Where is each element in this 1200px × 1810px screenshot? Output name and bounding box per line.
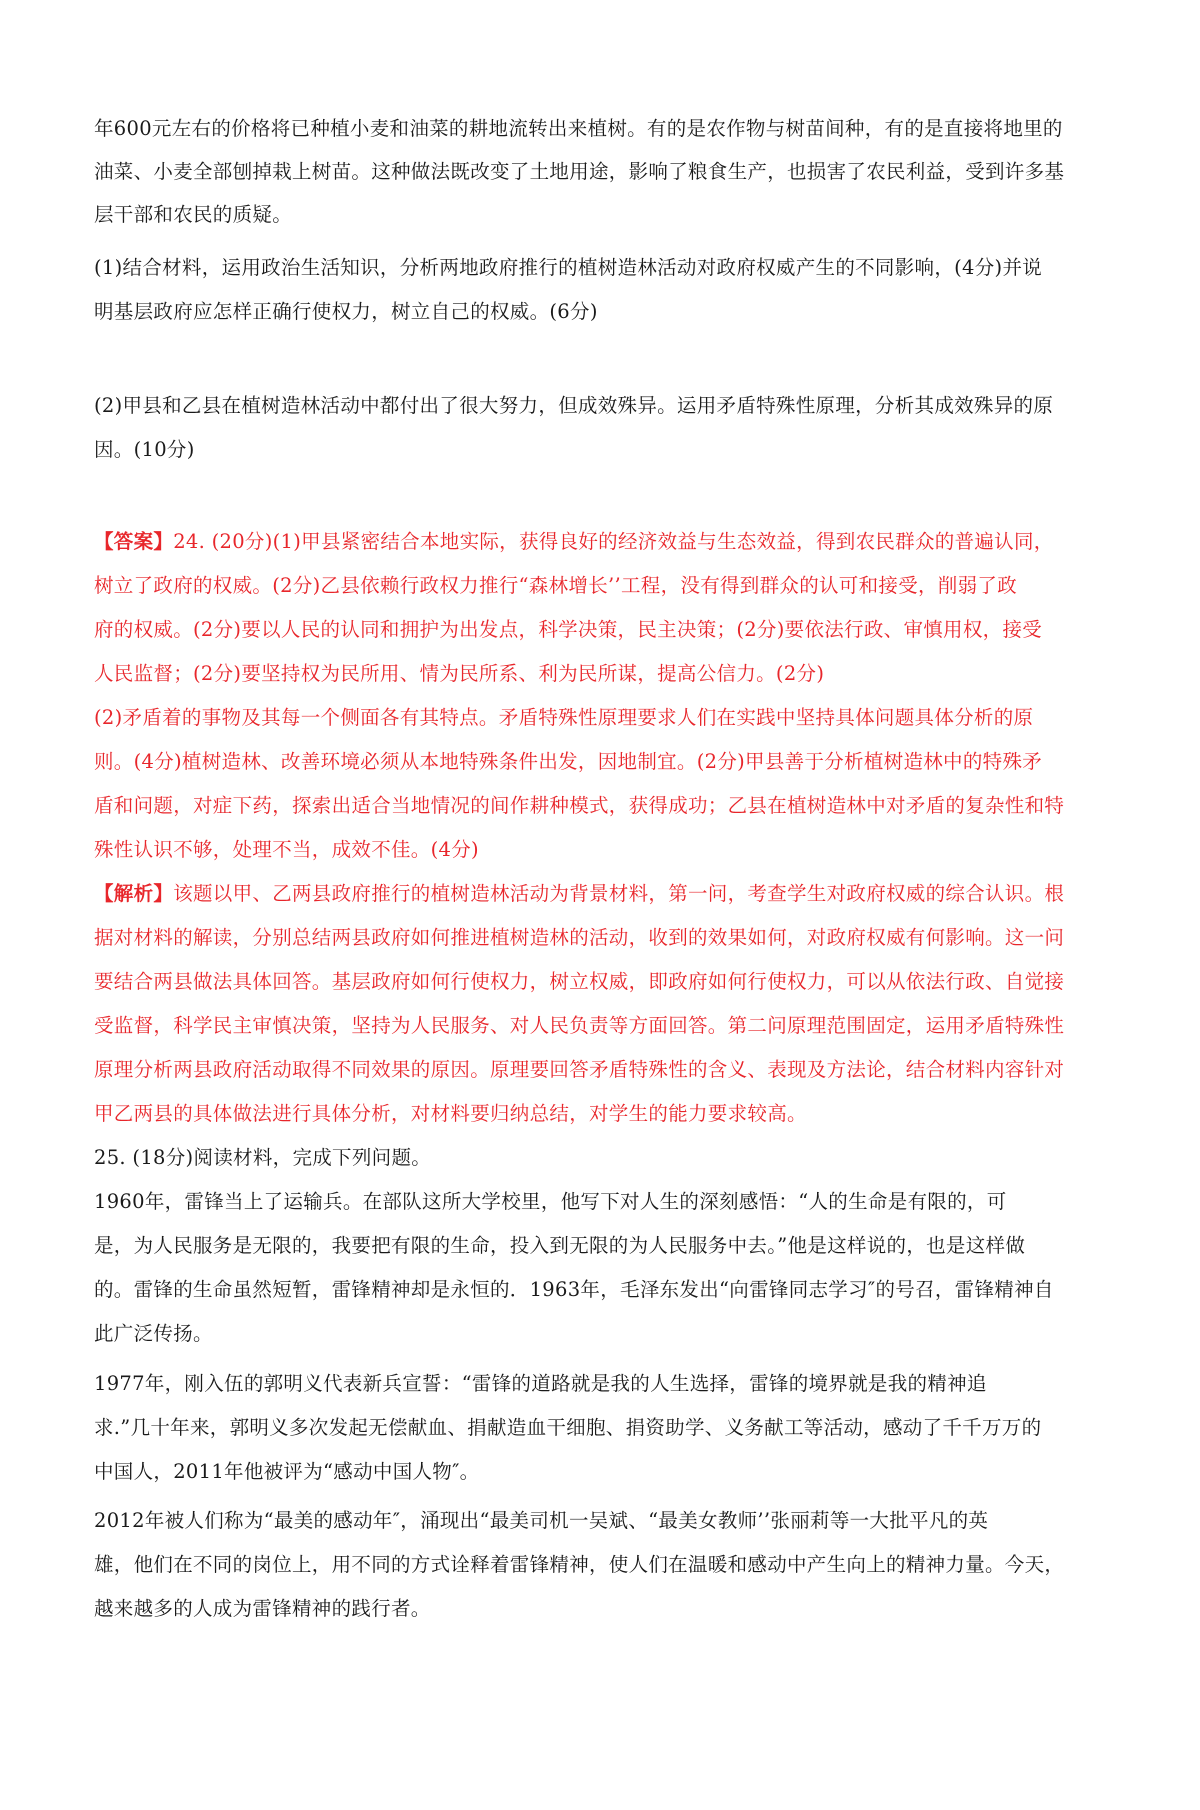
material-line: 2012年被人们称为“最美的感动年″，涌现出“最美司机一吴斌、“最美女教师’’张丽莉等一大批平凡的英: [94, 1509, 989, 1532]
question-1-continued: 明基层政府应怎样正确行使权力，树立自己的权威。(6分): [94, 300, 598, 323]
answer-line: 则。(4分)植树造林、改善环境必须从本地特殊条件出发，因地制宜。(2分)甲县善于分析植树造林中的特殊矛: [94, 750, 1043, 773]
question-2: (2)甲县和乙县在植树造林活动中都付出了很大努力，但成效殊异。运用矛盾特殊性原理，分析其成效殊异的原: [94, 394, 1054, 417]
answer-line: [94, 526, 1054, 554]
analysis-line: 据对材料的解读，分别总结两县政府如何推进植树造林的活动，收到的效果如何，对政府权威有何影响。这一问: [94, 926, 1065, 949]
answer-line: (2)矛盾着的事物及其每一个侧面各有其特点。矛盾特殊性原理要求人们在实践中坚持具体问题具体分析的原: [94, 706, 1034, 729]
material-line: 中国人，2011年他被评为“感动中国人物″。: [94, 1460, 480, 1483]
question-2-continued: 因。(10分): [94, 438, 195, 461]
analysis-line: 要结合两县做法具体回答。基层政府如何行使权力，树立权威，即政府如何行使权力，可以从依法行政、自觉接: [94, 970, 1065, 993]
answer-line: 人民监督；(2分)要坚持权为民所用、情为民所系、利为民所谋，提高公信力。(2分): [94, 662, 825, 685]
material-line: 此广泛传扬。: [94, 1322, 213, 1345]
answer-line: 树立了政府的权威。(2分)乙县依赖行政权力推行“森林增长’’工程，没有得到群众的认可和接受，削弱了政: [94, 574, 1017, 597]
answer-text: 24. (20分)(1)甲县紧密结合本地实际，获得良好的经济效益与生态效益，得到农民群众的普遍认同，: [173, 530, 1054, 553]
material-line: 的。雷锋的生命虽然短暂，雷锋精神却是永恒的．1963年，毛泽东发出“向雷锋同志学习″的号召，雷锋精神自: [94, 1278, 1054, 1301]
material-line: 年600元左右的价格将已种植小麦和油菜的耕地流转出来植树。有的是农作物与树苗间种，有的是直接将地里的: [94, 117, 1063, 140]
material-line: 油菜、小麦全部刨掉栽上树苗。这种做法既改变了土地用途，影响了粮食生产，也损害了农民利益，受到许多基: [94, 160, 1065, 183]
question-25-heading: 25. (18分)阅读材料，完成下列问题。: [94, 1146, 432, 1169]
analysis-line: [94, 878, 1064, 906]
analysis-tag: 【解析】: [94, 882, 174, 905]
material-line: 是，为人民服务是无限的，我要把有限的生命，投入到无限的为人民服务中去。”他是这样说的，也是这样做: [94, 1234, 1026, 1257]
answer-line: 殊性认识不够，处理不当，成效不佳。(4分): [94, 838, 479, 861]
material-line: 1977年，刚入伍的郭明义代表新兵宣誓：“雷锋的道路就是我的人生选择，雷锋的境界就是我的精神追: [94, 1372, 987, 1395]
analysis-text: 该题以甲、乙两县政府推行的植树造林活动为背景材料，第一问，考查学生对政府权威的综合认识。根: [173, 882, 1065, 905]
analysis-line: 甲乙两县的具体做法进行具体分析，对材料要归纳总结，对学生的能力要求较高。: [94, 1102, 807, 1125]
material-line: 1960年，雷锋当上了运输兵。在部队这所大学校里，他写下对人生的深刻感悟：“人的生命是有限的，可: [94, 1190, 1007, 1213]
answer-line: 盾和问题，对症下药，探索出适合当地情况的间作耕种模式，获得成功；乙县在植树造林中对矛盾的复杂性和特: [94, 794, 1065, 817]
analysis-line: 原理分析两县政府活动取得不同效果的原因。原理要回答矛盾特殊性的含义、表现及方法论，结合材料内容针对: [94, 1058, 1065, 1081]
material-line: 层干部和农民的质疑。: [94, 203, 293, 226]
material-line: 越来越多的人成为雷锋精神的践行者。: [94, 1597, 431, 1620]
analysis-line: 受监督，科学民主审慎决策，坚持为人民服务、对人民负责等方面回答。第二问原理范围固定，运用矛盾特殊性: [94, 1014, 1065, 1037]
material-line: 求.”几十年来，郭明义多次发起无偿献血、捐献造血干细胞、捐资助学、义务献工等活动，感动了千千万万的: [94, 1416, 1042, 1439]
question-1: (1)结合材料，运用政治生活知识，分析两地政府推行的植树造林活动对政府权威产生的不同影响，(4分)并说: [94, 256, 1043, 279]
answer-tag: 【答案】: [94, 530, 174, 553]
answer-line: 府的权威。(2分)要以人民的认同和拥护为出发点，科学决策，民主决策；(2分)要依法行政、审慎用权，接受: [94, 618, 1043, 641]
material-line: 雄，他们在不同的岗位上，用不同的方式诠释着雷锋精神，使人们在温暖和感动中产生向上的精神力量。今天，: [94, 1553, 1065, 1576]
